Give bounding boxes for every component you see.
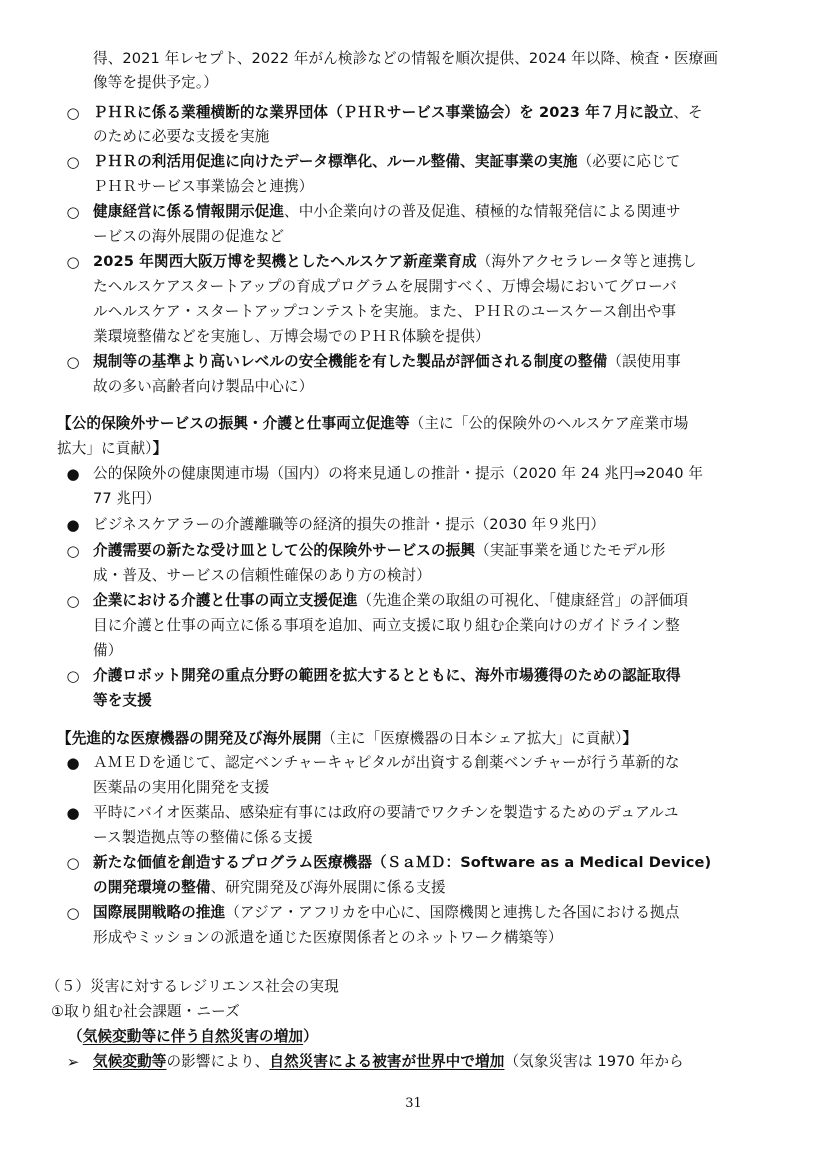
text-segment: ＡＭＥＤを通じて、認定ベンチャーキャピタルが出資する創薬ベンチャーが行う革新的な	[93, 754, 680, 771]
text-segment: 国際展開戦略の推進	[93, 904, 226, 921]
text-segment: 形成やミッションの派遣を通じた医療関係者とのネットワーク構築等）	[93, 929, 563, 946]
text-line	[93, 592, 688, 610]
text-line	[51, 1003, 240, 1021]
text-segment: 拡大」に貢献）	[57, 440, 153, 457]
text-line	[57, 730, 637, 748]
text-line	[93, 692, 152, 710]
text-line	[93, 490, 161, 508]
text-segment: 備）	[93, 642, 123, 659]
text-segment: （気象災害は 1970 年から	[504, 1053, 684, 1070]
hollow-bullet-icon: ○	[66, 153, 80, 171]
text-line	[93, 328, 490, 346]
filled-bullet-icon: ●	[66, 804, 80, 822]
text-segment: （先進企業の取組の可視化、「健康経営」の評価項	[357, 592, 689, 609]
text-segment: 得、2021 年レセプト、2022 年がん検診などの情報を順次提供、2024 年以降、検査・医療画	[93, 50, 719, 67]
hollow-bullet-icon: ○	[66, 353, 80, 371]
text-segment: ＰＨＲの利活用促進に向けたデータ標準化、ルール整備、実証事業の実施	[93, 153, 578, 170]
text-line	[93, 178, 313, 196]
text-line	[93, 516, 605, 534]
text-segment: ①取り組む社会課題・ニーズ	[51, 1003, 240, 1020]
text-line	[46, 978, 339, 996]
text-segment: 【公的保険外サービスの振興・介護と仕事両立促進等	[57, 415, 410, 432]
text-line	[93, 465, 703, 483]
text-segment: ルヘルスケア・スタートアップコンテストを実施。また、ＰＨＲのユースケース創出や事	[93, 303, 677, 320]
text-line	[93, 228, 284, 246]
text-segment: ＰＨＲサービス事業協会と連携）	[93, 178, 314, 195]
text-line	[93, 378, 313, 396]
page-number: 31	[405, 1096, 422, 1111]
text-segment: ビジネスケアラーの介護離職等の経済的損失の推計・提示（2030 年９兆円）	[93, 516, 606, 533]
hollow-bullet-icon: ○	[66, 203, 80, 221]
text-line	[93, 104, 703, 122]
text-segment: 故の多い高齢者向け製品中心に）	[93, 378, 314, 395]
text-segment: 平時にバイオ医薬品、感染症有事には政府の要請でワクチンを製造するためのデュアルユ	[93, 804, 679, 821]
hollow-bullet-icon: ○	[66, 667, 80, 685]
text-line	[93, 542, 665, 560]
hollow-bullet-icon: ○	[66, 542, 80, 560]
text-line	[93, 754, 680, 772]
text-segment: 】	[152, 440, 168, 457]
text-segment: 目に介護と仕事の両立に係る事項を追加、両立支援に取り組む企業向けのガイドライン整	[93, 617, 680, 634]
text-line	[93, 128, 269, 146]
text-segment: の影響により、	[166, 1053, 270, 1070]
text-line	[93, 153, 680, 171]
text-segment: ース製造拠点等の整備に係る支援	[93, 829, 313, 846]
text-line	[93, 929, 563, 947]
text-segment: 気候変動等に伴う自然災害の増加	[82, 1028, 304, 1045]
text-line	[93, 854, 711, 872]
text-segment: （必要に応じて	[577, 153, 681, 170]
text-line	[93, 879, 446, 897]
text-segment: （アジア・アフリカを中心に、国際機関と連携した各国における拠点	[225, 904, 680, 921]
text-segment: 、そ	[673, 104, 703, 121]
text-line	[93, 617, 680, 635]
text-line	[93, 1053, 684, 1071]
text-segment: 像等を提供予定。）	[93, 74, 218, 91]
text-segment: （海外アクセラレータ等と連携し	[476, 253, 697, 270]
text-segment: （実証事業を通じたモデル形	[475, 542, 666, 559]
text-segment: 77 兆円）	[93, 490, 161, 507]
text-segment: 、中小企業向けの普及促進、積極的な情報発信による関連サ	[284, 203, 681, 220]
text-segment: （誤使用事	[607, 353, 681, 370]
text-line	[93, 303, 676, 321]
text-segment: 自然災害による被害が世界中で増加	[269, 1053, 505, 1070]
text-segment: ＰＨＲに係る業種横断的な業界団体（ＰＨＲサービス事業協会）を 2023 年７月に設立	[93, 104, 674, 121]
text-segment: 気候変動等	[93, 1053, 167, 1070]
hollow-bullet-icon: ○	[66, 854, 80, 872]
text-segment: たヘルスケアスタートアップの育成プログラムを展開すべく、万博会場においてグローバ	[93, 278, 677, 295]
text-line	[93, 779, 269, 797]
text-line	[93, 353, 681, 371]
text-segment: （	[68, 1028, 83, 1045]
text-line	[93, 642, 122, 660]
text-segment: 介護ロボット開発の重点分野の範囲を拡大するとともに、海外市場獲得のための認証取得	[93, 667, 681, 684]
arrow-bullet-icon: ➢	[66, 1053, 80, 1071]
text-segment: の開発環境の整備	[93, 879, 211, 896]
text-line	[93, 50, 718, 68]
text-segment: 公的保険外の健康関連市場（国内）の将来見通しの推計・提示（2020 年 24 兆円⇒2040 年	[93, 465, 704, 482]
filled-bullet-icon: ●	[66, 516, 80, 534]
text-line	[57, 440, 167, 458]
text-line	[93, 74, 218, 92]
text-line	[93, 278, 677, 296]
text-line	[57, 415, 688, 433]
text-line	[93, 203, 681, 221]
text-segment: 成・普及、サービスの信頼性確保のあり方の検討）	[93, 567, 431, 584]
text-line	[93, 829, 313, 847]
text-line	[93, 253, 697, 271]
text-segment: 等を支援	[93, 692, 152, 709]
text-segment: のために必要な支援を実施	[93, 128, 270, 145]
text-line	[93, 804, 679, 822]
text-segment: 規制等の基準より高いレベルの安全機能を有した製品が評価される制度の整備	[93, 353, 608, 370]
hollow-bullet-icon: ○	[66, 253, 80, 271]
text-line	[93, 667, 681, 685]
text-segment: 介護需要の新たな受け皿として公的保険外サービスの振興	[93, 542, 476, 559]
text-line	[68, 1028, 318, 1046]
text-segment: （主に「医療機器の日本シェア拡大」に貢献）	[321, 730, 623, 747]
text-segment: 新たな価値を創造するプログラム医療機器（ＳａＭＤ：Software as a Medical Device)	[93, 854, 712, 871]
text-segment: 健康経営に係る情報開示促進	[93, 203, 285, 220]
text-line	[93, 567, 431, 585]
text-segment: 業環境整備などを実施し、万博会場でのＰＨＲ体験を提供）	[93, 328, 490, 345]
text-line	[93, 904, 679, 922]
text-segment: 医薬品の実用化開発を支援	[93, 779, 270, 796]
hollow-bullet-icon: ○	[66, 592, 80, 610]
text-segment: 】	[622, 730, 638, 747]
text-segment: （５）災害に対するレジリエンス社会の実現	[46, 978, 339, 995]
hollow-bullet-icon: ○	[66, 904, 80, 922]
text-segment: 2025 年関西大阪万博を契機としたヘルスケア新産業育成	[93, 253, 477, 270]
text-segment: ）	[303, 1028, 318, 1045]
filled-bullet-icon: ●	[66, 465, 80, 483]
text-segment: （主に「公的保険外のヘルスケア産業市場	[409, 415, 689, 432]
hollow-bullet-icon: ○	[66, 104, 80, 122]
text-segment: 企業における介護と仕事の両立支援促進	[93, 592, 358, 609]
filled-bullet-icon: ●	[66, 754, 80, 772]
text-segment: 【先進的な医療機器の開発及び海外展開	[57, 730, 322, 747]
text-segment: 、研究開発及び海外展開に係る支援	[210, 879, 446, 896]
text-segment: ービスの海外展開の促進など	[93, 228, 285, 245]
